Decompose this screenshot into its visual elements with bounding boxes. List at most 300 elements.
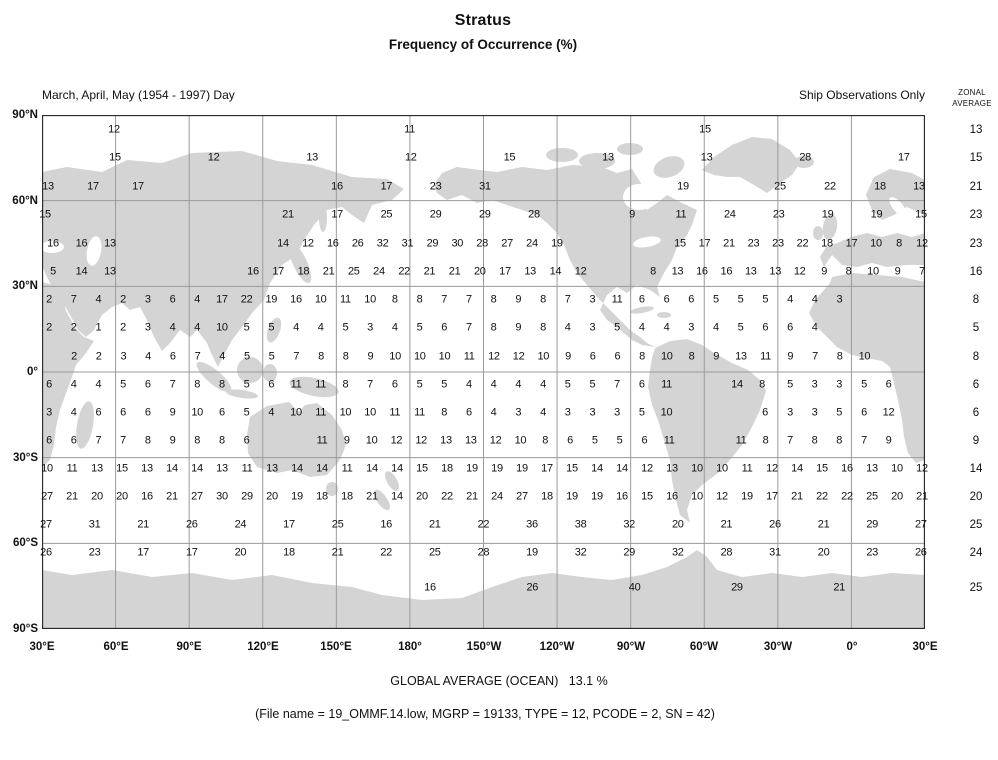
grid-value: 5: [342, 321, 349, 334]
grid-value: 16: [47, 237, 59, 250]
grid-value: 12: [302, 237, 314, 250]
grid-value: 6: [638, 378, 645, 391]
grid-value: 23: [772, 237, 784, 250]
grid-value: 20: [473, 265, 486, 278]
grid-value: 5: [737, 293, 744, 306]
grid-value: 22: [841, 490, 853, 503]
grid-value: 13: [440, 434, 452, 447]
zonal-average-value: 25: [969, 582, 983, 594]
grid-value: 32: [376, 237, 389, 250]
grid-value: 4: [391, 321, 398, 334]
grid-value: 15: [915, 208, 927, 221]
grid-value: 13: [42, 180, 54, 193]
grid-value: 8: [811, 434, 818, 447]
grid-value: 17: [132, 180, 144, 193]
grid-value: 3: [515, 406, 522, 419]
grid-value: 14: [191, 462, 203, 475]
grid-value: 11: [404, 123, 415, 136]
grid-value: 5: [712, 293, 719, 306]
grid-value: 5: [441, 378, 448, 391]
lon-label: 30°W: [763, 641, 793, 653]
grid-value: 12: [916, 462, 928, 475]
grid-value: 6: [688, 293, 695, 306]
grid-value: 7: [812, 350, 818, 363]
grid-value: 2: [71, 350, 77, 363]
grid-value: 28: [528, 208, 540, 221]
grid-value: 40: [628, 581, 641, 594]
grid-value: 12: [488, 350, 500, 363]
grid-value: 16: [290, 293, 302, 306]
grid-value: 9: [713, 350, 720, 363]
grid-value: 16: [696, 265, 708, 278]
grid-value: 6: [641, 434, 648, 447]
grid-value: 14: [291, 462, 303, 475]
grid-value: 3: [144, 321, 151, 334]
lon-label: 30°E: [29, 641, 55, 653]
grid-value: 20: [416, 490, 428, 503]
grid-value: 29: [426, 237, 439, 250]
grid-value: 15: [674, 237, 686, 250]
zonal-average-value: 8: [972, 294, 980, 306]
grid-value: 4: [811, 293, 818, 306]
grid-value: 25: [380, 208, 393, 221]
grid-value: 21: [331, 546, 344, 559]
grid-value: 4: [95, 378, 102, 391]
grid-value: 8: [490, 321, 497, 334]
grid-value: 9: [787, 350, 794, 363]
grid-value: 22: [816, 490, 828, 503]
grid-value: 14: [316, 462, 328, 475]
grid-value: 11: [315, 406, 327, 419]
grid-value: 11: [339, 293, 351, 306]
grid-value: 11: [760, 350, 772, 363]
grid-value: 16: [326, 237, 339, 250]
grid-value: 10: [691, 462, 703, 475]
grid-value: 19: [466, 462, 478, 475]
grid-value: 3: [811, 378, 818, 391]
grid-value: 3: [688, 321, 695, 334]
grid-value: 6: [465, 406, 472, 419]
grid-value: 25: [428, 546, 441, 559]
grid-value: 20: [817, 546, 830, 559]
page-subtitle: Frequency of Occurrence (%): [388, 37, 578, 52]
grid-value: 13: [769, 265, 782, 278]
grid-value: 24: [723, 208, 736, 221]
grid-value: 10: [691, 490, 703, 503]
grid-value: 5: [243, 406, 250, 419]
grid-value: 13: [306, 151, 319, 164]
grid-value: 15: [416, 462, 428, 475]
grid-value: 8: [759, 378, 765, 391]
zonal-label-line1: ZONAL: [958, 88, 986, 97]
grid-value: 25: [331, 518, 344, 531]
grid-value: 26: [351, 237, 364, 250]
grid-value: 16: [841, 462, 853, 475]
grid-value: 6: [218, 406, 225, 419]
grid-value: 8: [688, 350, 695, 363]
grid-value: 29: [866, 518, 879, 531]
grid-value: 3: [836, 293, 843, 306]
observations-source-label: Ship Observations Only: [798, 88, 925, 102]
grid-value: 4: [515, 378, 522, 391]
grid-value: 8: [540, 321, 546, 334]
grid-value: 3: [367, 321, 374, 334]
grid-value: 27: [40, 518, 52, 531]
grid-value: 5: [614, 321, 621, 334]
grid-value: 22: [477, 518, 490, 531]
grid-value: 16: [75, 237, 88, 250]
grid-value: 21: [466, 490, 478, 503]
grid-value: 8: [845, 265, 852, 278]
grid-value: 6: [614, 350, 621, 363]
grid-value: 16: [331, 180, 343, 193]
grid-value: 5: [416, 321, 423, 334]
grid-value: 17: [499, 265, 511, 278]
grid-value: 13: [104, 265, 116, 278]
grid-value: 6: [243, 434, 250, 447]
file-info-text: (File name = 19_OMMF.14.low, MGRP = 19133, TYPE = 12, PCODE = 2, SN = 42): [255, 707, 715, 721]
grid-value: 9: [515, 321, 522, 334]
grid-value: 13: [666, 462, 678, 475]
grid-value: 6: [762, 406, 768, 419]
grid-value: 4: [317, 321, 324, 334]
grid-value: 14: [591, 462, 603, 475]
grid-value: 7: [465, 293, 472, 306]
grid-value: 10: [339, 406, 352, 419]
grid-value: 8: [441, 406, 448, 419]
grid-value: 12: [641, 462, 653, 475]
grid-value: 38: [574, 518, 587, 531]
grid-value: 7: [367, 378, 374, 391]
grid-value: 2: [46, 321, 52, 334]
grid-value: 6: [638, 293, 645, 306]
grid-value: 8: [540, 293, 546, 306]
grid-value: 14: [616, 462, 628, 475]
grid-value: 6: [441, 321, 448, 334]
grid-value: 21: [448, 265, 461, 278]
grid-value: 11: [661, 378, 672, 391]
grid-value: 19: [821, 208, 834, 221]
grid-value: 8: [144, 434, 151, 447]
grid-value: 26: [40, 546, 52, 559]
grid-value: 13: [866, 462, 878, 475]
grid-value: 6: [391, 378, 398, 391]
grid-value: 11: [663, 434, 675, 447]
grid-value: 26: [185, 518, 198, 531]
grid-value: 19: [526, 546, 538, 559]
grid-value: 2: [120, 293, 127, 306]
grid-value: 19: [741, 490, 753, 503]
grid-value: 6: [95, 406, 102, 419]
grid-value: 3: [144, 293, 151, 306]
grid-value: 10: [364, 406, 376, 419]
global-average-text: GLOBAL AVERAGE (OCEAN) 13.1 %: [390, 674, 608, 688]
grid-value: 19: [566, 490, 578, 503]
grid-value: 21: [916, 490, 928, 503]
grid-value: 3: [120, 350, 127, 363]
grid-value: 3: [564, 406, 571, 419]
grid-value: 10: [365, 434, 378, 447]
grid-value: 9: [169, 434, 176, 447]
grid-value: 9: [821, 265, 828, 278]
lon-label: 150°W: [466, 641, 502, 653]
grid-value: 19: [291, 490, 303, 503]
grid-value: 10: [870, 237, 882, 250]
grid-value: 9: [515, 293, 522, 306]
grid-value: 4: [268, 406, 275, 419]
grid-value: 29: [731, 581, 743, 594]
grid-value: 10: [891, 462, 903, 475]
grid-value: 20: [891, 490, 903, 503]
grid-value: 10: [41, 462, 53, 475]
grid-value: 7: [465, 321, 472, 334]
grid-value: 6: [268, 378, 275, 391]
grid-value: 6: [169, 350, 176, 363]
grid-value: 29: [623, 546, 636, 559]
grid-value: 9: [894, 265, 901, 278]
lon-label: 60°E: [103, 641, 129, 653]
zonal-average-value: 21: [969, 181, 983, 193]
grid-value: 8: [218, 378, 225, 391]
grid-value: 3: [614, 406, 621, 419]
lat-label: 90°S: [12, 623, 38, 635]
grid-value: 19: [870, 208, 883, 221]
grid-value: 27: [191, 490, 203, 503]
grid-value: 20: [671, 518, 684, 531]
zonal-average-value: 24: [969, 547, 983, 559]
grid-value: 18: [874, 180, 886, 193]
grid-value: 5: [268, 350, 275, 363]
grid-value: 21: [166, 490, 178, 503]
grid-value: 11: [675, 208, 687, 221]
grid-value: 3: [589, 406, 596, 419]
grid-value: 15: [109, 151, 121, 164]
grid-value: 4: [95, 293, 102, 306]
grid-value: 17: [185, 546, 198, 559]
grid-value: 4: [70, 406, 77, 419]
grid-value: 23: [88, 546, 101, 559]
grid-value: 27: [501, 237, 513, 250]
grid-value: 28: [720, 546, 733, 559]
grid-value: 5: [243, 350, 250, 363]
grid-value: 4: [293, 321, 299, 334]
grid-value: 4: [70, 378, 77, 391]
grid-value: 21: [66, 490, 78, 503]
lon-label: 30°E: [912, 641, 938, 653]
grid-value: 28: [799, 151, 812, 164]
grid-value: 25: [774, 180, 786, 193]
zonal-average-value: 14: [969, 463, 983, 475]
grid-value: 20: [234, 546, 247, 559]
grid-value: 5: [762, 293, 769, 306]
zonal-label-line2: AVERAGE: [952, 99, 992, 108]
grid-value: 6: [663, 293, 670, 306]
zonal-average-value: 23: [969, 238, 983, 250]
grid-value: 32: [671, 546, 684, 559]
grid-value: 18: [341, 490, 353, 503]
grid-value: 7: [919, 265, 925, 278]
grid-value: 11: [316, 434, 328, 447]
grid-value: 16: [616, 490, 628, 503]
grid-value: 27: [41, 490, 53, 503]
grid-value: 5: [836, 406, 843, 419]
grid-value: 17: [87, 180, 99, 193]
grid-value: 32: [623, 518, 636, 531]
grid-value: 21: [720, 518, 733, 531]
grid-value: 19: [265, 293, 278, 306]
grid-value: 12: [793, 265, 806, 278]
grid-value: 18: [441, 462, 453, 475]
grid-value: 17: [216, 293, 228, 306]
grid-value: 5: [591, 434, 598, 447]
grid-value: 21: [428, 518, 441, 531]
grid-value: 4: [194, 321, 201, 334]
grid-value: 20: [266, 490, 278, 503]
grid-value: 18: [283, 546, 295, 559]
grid-value: 14: [731, 378, 743, 391]
grid-value: 7: [169, 378, 176, 391]
zonal-average-value: 13: [969, 124, 983, 136]
grid-value: 10: [867, 265, 879, 278]
grid-value: 10: [364, 293, 376, 306]
grid-value: 14: [791, 462, 803, 475]
grid-value: 5: [787, 378, 793, 391]
grid-value: 5: [120, 378, 127, 391]
grid-value: 31: [769, 546, 781, 559]
grid-value: 23: [866, 546, 879, 559]
grid-value: 4: [219, 350, 226, 363]
grid-value: 8: [218, 434, 225, 447]
grid-value: 15: [816, 462, 828, 475]
grid-value: 4: [712, 321, 719, 334]
grid-value: 6: [144, 406, 151, 419]
grid-value: 11: [241, 462, 253, 475]
grid-value: 12: [489, 434, 502, 447]
grid-value: 10: [191, 406, 204, 419]
lon-label: 90°W: [616, 641, 646, 653]
zonal-average-value: 6: [972, 407, 980, 419]
lon-label: 150°E: [320, 641, 352, 653]
grid-value: 11: [290, 378, 302, 391]
zonal-average-value: 9: [972, 435, 980, 447]
grid-value: 13: [464, 434, 477, 447]
grid-value: 14: [549, 265, 562, 278]
grid-value: 13: [104, 237, 116, 250]
grid-value: 5: [589, 378, 596, 391]
grid-value: 4: [169, 321, 176, 334]
grid-value: 16: [141, 490, 153, 503]
grid-value: 17: [380, 180, 393, 193]
grid-value: 18: [316, 490, 328, 503]
zonal-average-value: 5: [972, 322, 980, 334]
lon-label: 120°E: [247, 641, 279, 653]
lat-label: 30°S: [12, 452, 38, 464]
grid-value: 8: [542, 434, 549, 447]
grid-value: 11: [463, 350, 475, 363]
grid-value: 31: [479, 180, 491, 193]
grid-value: 4: [540, 378, 546, 391]
grid-value: 12: [390, 434, 403, 447]
grid-value: 5: [564, 378, 571, 391]
grid-value: 27: [914, 518, 927, 531]
grid-value: 3: [589, 321, 596, 334]
grid-value: 19: [491, 462, 503, 475]
grid-value: 26: [769, 518, 781, 531]
grid-value: 10: [389, 350, 401, 363]
grid-value: 23: [429, 180, 442, 193]
grid-value: 15: [39, 208, 51, 221]
grid-value: 18: [297, 265, 310, 278]
zonal-average-column-label: [946, 87, 998, 109]
grid-value: 13: [216, 462, 228, 475]
grid-value: 10: [660, 350, 673, 363]
lon-label: 0°: [846, 641, 858, 653]
grid-value: 30: [216, 490, 228, 503]
zonal-average-value: 23: [969, 209, 983, 221]
grid-value: 12: [574, 265, 587, 278]
grid-value: 24: [234, 518, 247, 531]
grid-value: 21: [833, 581, 846, 594]
grid-value: 30: [451, 237, 464, 250]
grid-value: 4: [638, 321, 645, 334]
grid-value: 9: [629, 208, 635, 221]
grid-value: 21: [423, 265, 436, 278]
grid-value: 13: [700, 151, 713, 164]
grid-value: 6: [762, 321, 769, 334]
grid-value: 20: [91, 490, 103, 503]
grid-value: 8: [342, 350, 349, 363]
grid-value: 11: [735, 434, 747, 447]
grid-value: 8: [194, 378, 201, 391]
grid-value: 16: [720, 265, 733, 278]
lat-label: 60°S: [12, 537, 38, 549]
grid-value: 17: [766, 490, 778, 503]
grid-value: 6: [885, 378, 892, 391]
grid-value: 21: [791, 490, 803, 503]
grid-value: 27: [516, 490, 528, 503]
grid-value: 11: [414, 406, 425, 419]
grid-value: 6: [46, 378, 52, 391]
grid-value: 24: [373, 265, 385, 278]
grid-value: 19: [551, 237, 563, 250]
grid-value: 12: [404, 151, 417, 164]
grid-value: 9: [343, 434, 350, 447]
grid-value: 32: [574, 546, 587, 559]
grid-value: 5: [638, 406, 645, 419]
zonal-average-value: 20: [969, 491, 983, 503]
grid-value: 14: [366, 462, 378, 475]
lon-label: 180°: [398, 641, 422, 653]
grid-value: 17: [698, 237, 711, 250]
grid-value: 5: [268, 321, 275, 334]
grid-value: 29: [429, 208, 442, 221]
grid-value: 17: [541, 462, 553, 475]
grid-value: 10: [514, 434, 527, 447]
grid-value: 7: [787, 434, 793, 447]
grid-value: 4: [540, 406, 546, 419]
grid-value: 10: [660, 406, 673, 419]
grid-value: 7: [614, 378, 621, 391]
grid-value: 6: [120, 406, 127, 419]
grid-value: 4: [787, 293, 793, 306]
grid-value: 19: [591, 490, 603, 503]
grid-value: 8: [762, 434, 769, 447]
grid-value: 11: [741, 462, 753, 475]
grid-value: 28: [477, 546, 490, 559]
grid-value: 17: [897, 151, 910, 164]
grid-value: 4: [490, 406, 497, 419]
grid-value: 21: [817, 518, 830, 531]
